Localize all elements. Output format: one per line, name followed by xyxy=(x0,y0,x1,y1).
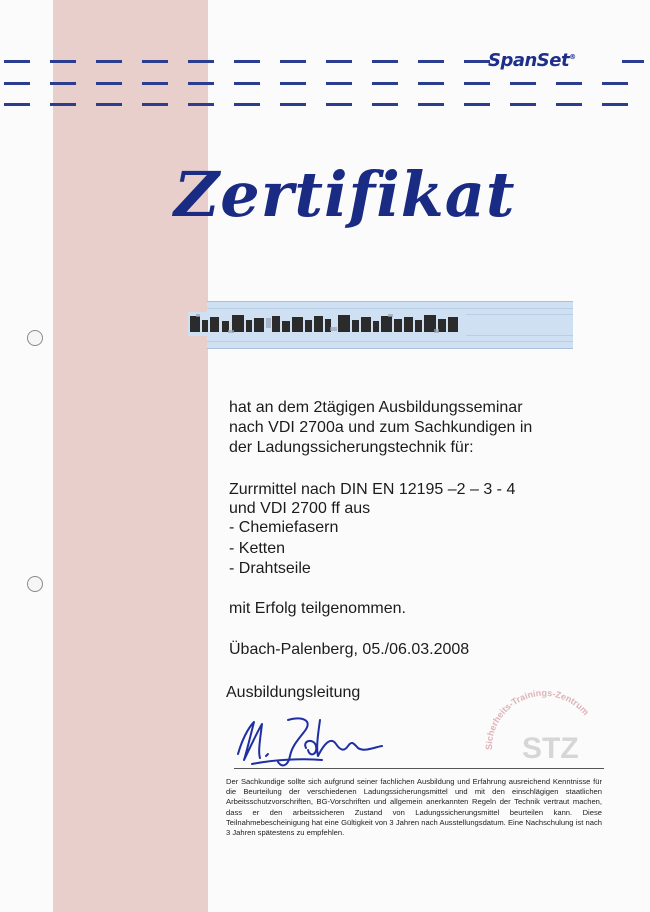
scope-line-3: - Chemiefasern xyxy=(229,519,339,536)
signature-line xyxy=(234,768,604,769)
redacted-recipient-name xyxy=(188,312,466,336)
signatory-label: Ausbildungsleitung xyxy=(226,684,361,701)
stz-stamp xyxy=(470,672,610,782)
stamp-center-text: STZ xyxy=(522,732,579,765)
intro-line-1: hat an dem 2tägigen Ausbildungsseminar xyxy=(229,399,523,416)
stamp-ring-text: Sicherheits-Trainings-Zentrum xyxy=(483,687,591,751)
intro-line-2: nach VDI 2700a und zum Sachkundigen in xyxy=(229,419,533,436)
completion-text: mit Erfolg teilgenommen. xyxy=(229,600,406,617)
punch-hole-top xyxy=(27,330,43,346)
intro-line-3: der Ladungssicherungstechnik für: xyxy=(229,439,474,456)
footnote-text: Der Sachkundige sollte sich aufgrund seiner fachlichen Ausbildung und Erfahrung ausreichend Kenntnisse für die Beurteilung der verschiedenen Ladungssicherungsmittel und mit den einschlägigen staatlichen Arbeitsschutzvorschriften, BG-Vorschriften und allgemein anerkannten Regeln der Technik vertraut machen, dass er den arbeitssicheren Zustand von Ladungssicherungsmittel beurteilen kann. Diese Teilnahmebescheinigung hat eine Gültigkeit von 3 Jahren nach Ausstellungsdatum. Eine Nachschulung ist nach 3 Jahren spätestens zu empfehlen. xyxy=(226,777,602,838)
scope-line-5: - Drahtseile xyxy=(229,560,311,577)
scope-line-2: und VDI 2700 ff aus xyxy=(229,500,371,517)
punch-hole-bottom xyxy=(27,576,43,592)
pink-side-band xyxy=(53,0,208,912)
dash-row-3 xyxy=(4,103,650,106)
scope-line-1: Zurrmittel nach DIN EN 12195 –2 – 3 - 4 xyxy=(229,481,516,498)
dash-row-2 xyxy=(4,82,650,85)
spanset-logo: SpanSet® xyxy=(488,50,576,71)
place-date: Übach-Palenberg, 05./06.03.2008 xyxy=(229,641,470,658)
scope-line-4: - Ketten xyxy=(229,540,286,557)
handwritten-signature xyxy=(232,710,402,774)
certificate-title: Zertifikat xyxy=(174,158,516,231)
